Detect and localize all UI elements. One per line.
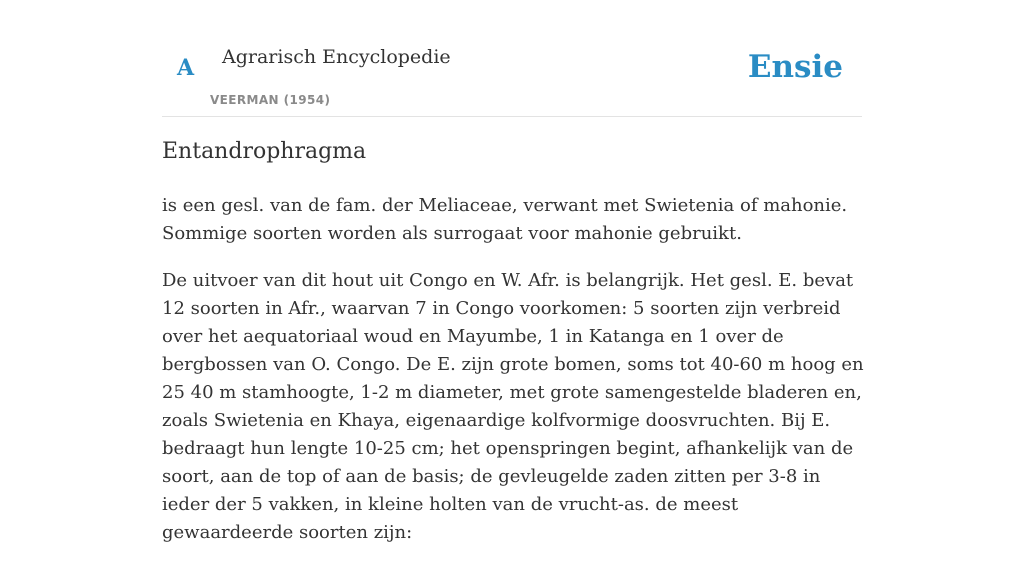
entry-title: Entandrophragma [162,139,367,164]
brand-logo-link[interactable]: Ensie [747,49,843,85]
entry-paragraph: is een gesl. van de fam. der Meliaceae, verwant met Swietenia of mahonie. Sommige soorten worden als surrogaat voor mahonie gebruikt. [162,195,848,244]
header [162,0,862,117]
publication-subtitle: VEERMAN (1954) [210,93,331,107]
publication-title-link[interactable]: Agrarisch Encyclopedie [222,46,451,68]
entry-paragraph: De uitvoer van dit hout uit Congo en W. Afr. is belangrijk. Het gesl. E. bevat 12 soorten in Afr., waarvan 7 in Congo voorkomen: 5 soorten zijn verbreid over het aequatoriaal woud en Mayumbe, 1 in Katanga en 1 over de bergbossen van O. Congo. De E. zijn grote bomen, soms tot 40-60 m hoog en 25 40 m stamhoogte, 1-2 m diameter, met grote samengestelde bladeren en, zoals Swietenia en Khaya, eigenaardige kolfvormige doosvruchten. Bij E. bedraagt hun lengte 10-25 cm; het openspringen begint, afhankelijk van de soort, aan de top of aan de basis; de gevleugelde zaden zitten per 3-8 in ieder der 5 vakken, in kleine holten van de vrucht-as. de meest gewaardeerde soorten zijn: [162,270,864,543]
entry-body [162,192,868,566]
index-letter-link[interactable]: A [177,55,195,81]
